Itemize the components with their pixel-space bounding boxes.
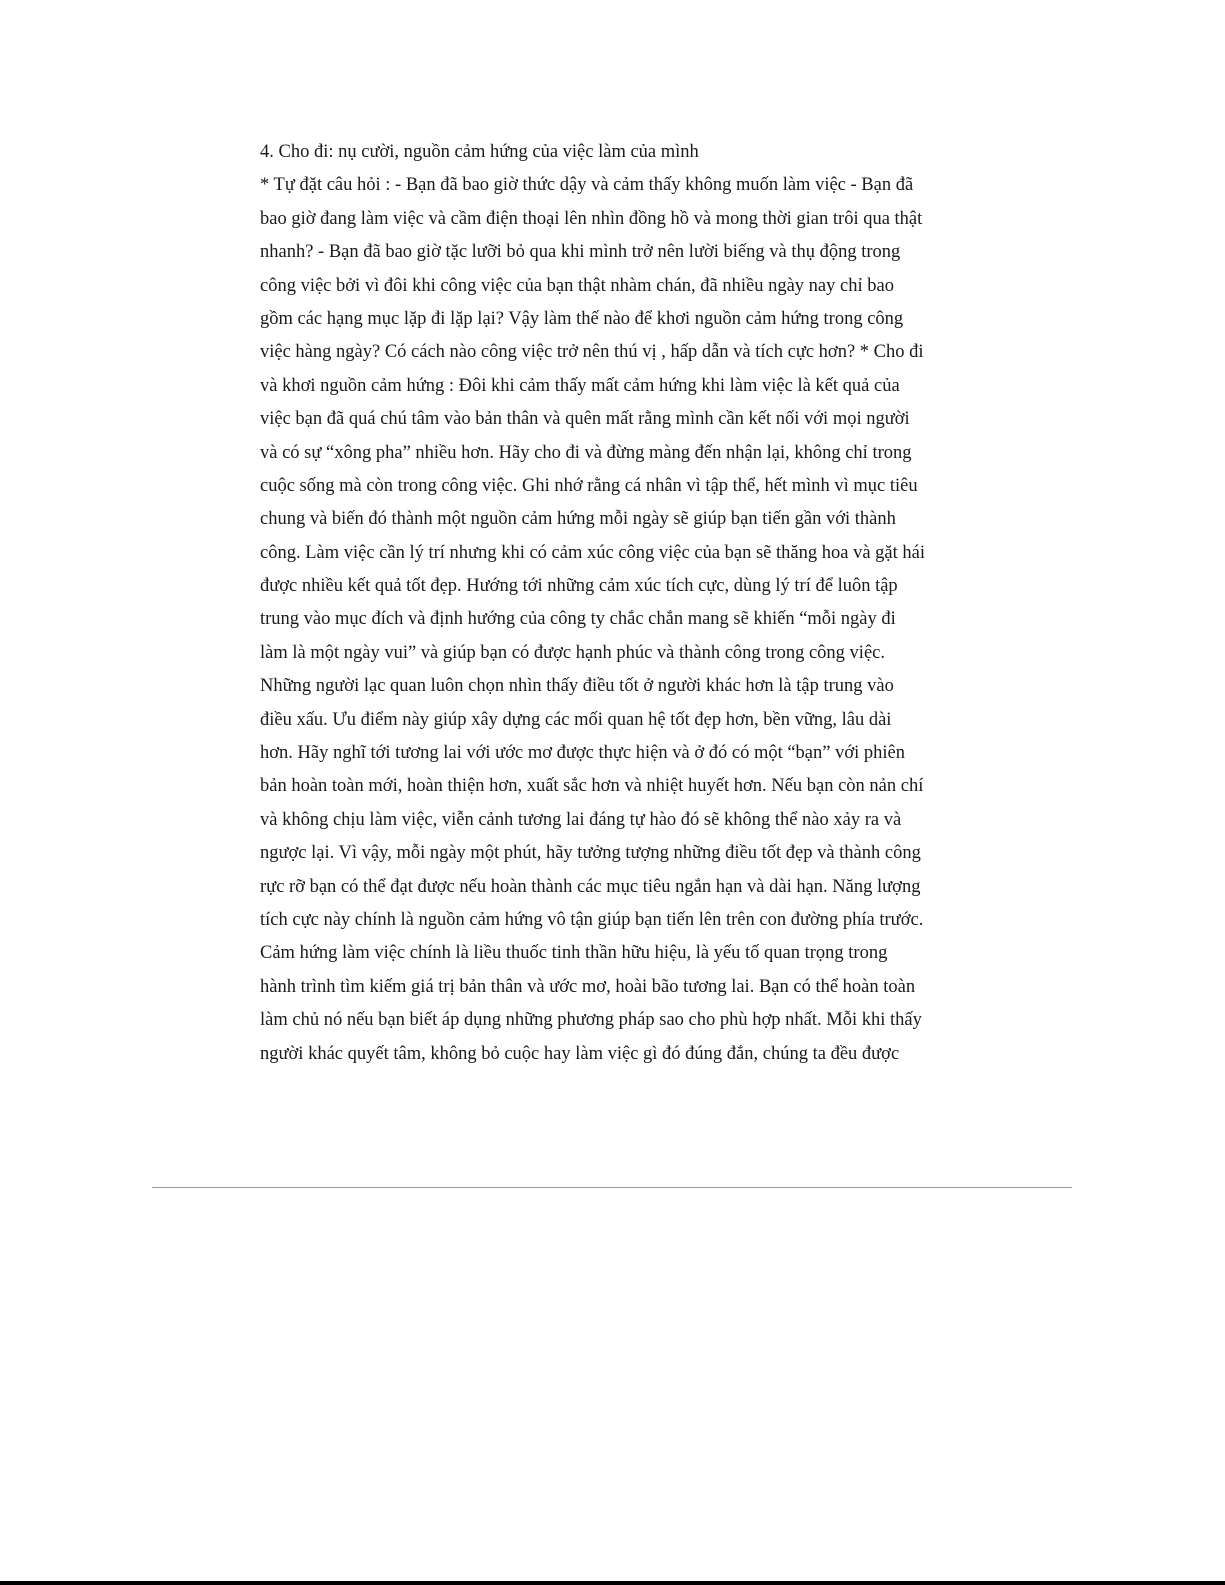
text-line: bản hoàn toàn mới, hoàn thiện hơn, xuất sắc hơn và nhiệt huyết hơn. Nếu bạn còn nản chí: [260, 776, 924, 797]
text-line: người khác quyết tâm, không bỏ cuộc hay làm việc gì đó đúng đắn, chúng ta đều được: [260, 1043, 900, 1064]
text-line: nhanh? - Bạn đã bao giờ tặc lưỡi bỏ qua khi mình trở nên lười biếng và thụ động trong: [260, 242, 901, 263]
text-line: hành trình tìm kiếm giá trị bản thân và ước mơ, hoài bão tương lai. Bạn có thể hoàn toàn: [260, 976, 916, 997]
text-line: rực rỡ bạn có thể đạt được nếu hoàn thành các mục tiêu ngắn hạn và dài hạn. Năng lượng: [260, 876, 921, 897]
text-line: làm là một ngày vui” và giúp bạn có được hạnh phúc và thành công trong công việc.: [260, 642, 885, 663]
text-line: Những người lạc quan luôn chọn nhìn thấy điều tốt ở người khác hơn là tập trung vào: [260, 676, 894, 697]
text-line: tích cực này chính là nguồn cảm hứng vô tận giúp bạn tiến lên trên con đường phía trước.: [260, 909, 924, 930]
text-line: điều xấu. Ưu điểm này giúp xây dựng các mối quan hệ tốt đẹp hơn, bền vững, lâu dài: [260, 709, 892, 730]
bottom-edge-bar: [0, 1581, 1225, 1585]
text-line: việc hàng ngày? Có cách nào công việc trở nên thú vị , hấp dẫn và tích cực hơn? * Cho đi: [260, 342, 924, 363]
text-line: công việc bởi vì đôi khi công việc của bạn thật nhàm chán, đã nhiều ngày nay chỉ bao: [260, 275, 894, 296]
text-line: hơn. Hãy nghĩ tới tương lai với ước mơ được thực hiện và ở đó có một “bạn” với phiên: [260, 743, 906, 764]
section-heading: 4. Cho đi: nụ cười, nguồn cảm hứng của việc làm của mình: [260, 142, 699, 162]
page-break-divider: [152, 1187, 1072, 1188]
text-line: ngược lại. Vì vậy, mỗi ngày một phút, hãy tưởng tượng những điều tốt đẹp và thành công: [260, 843, 921, 864]
text-line: cuộc sống mà còn trong công việc. Ghi nhớ rằng cá nhân vì tập thể, hết mình vì mục tiêu: [260, 475, 918, 496]
text-line: việc bạn đã quá chú tâm vào bản thân và quên mất rằng mình cần kết nối với mọi người: [260, 409, 910, 430]
text-line: công. Làm việc cần lý trí nhưng khi có cảm xúc công việc của bạn sẽ thăng hoa và gặt hái: [260, 542, 925, 563]
body-text: [260, 136, 960, 1071]
text-line: làm chủ nó nếu bạn biết áp dụng những phương pháp sao cho phù hợp nhất. Mỗi khi thấy: [260, 1010, 922, 1031]
text-line: và khơi nguồn cảm hứng : Đôi khi cảm thấy mất cảm hứng khi làm việc là kết quả của: [260, 375, 900, 396]
text-line: được nhiều kết quả tốt đẹp. Hướng tới những cảm xúc tích cực, dùng lý trí để luôn tập: [260, 576, 898, 597]
text-line: Cảm hứng làm việc chính là liều thuốc tinh thần hữu hiệu, là yếu tố quan trọng trong: [260, 943, 888, 964]
text-line: chung và biến đó thành một nguồn cảm hứng mỗi ngày sẽ giúp bạn tiến gần với thành: [260, 509, 896, 530]
text-line: * Tự đặt câu hỏi : - Bạn đã bao giờ thức dậy và cảm thấy không muốn làm việc - Bạn đã: [260, 175, 914, 196]
text-line: trung vào mục đích và định hướng của công ty chắc chắn mang sẽ khiến “mỗi ngày đi: [260, 609, 896, 630]
text-line: gồm các hạng mục lặp đi lặp lại? Vậy làm thế nào để khơi nguồn cảm hứng trong công: [260, 308, 904, 329]
text-line: và không chịu làm việc, viễn cảnh tương lai đáng tự hào đó sẽ không thể nào xảy ra và: [260, 809, 902, 830]
text-line: và có sự “xông pha” nhiều hơn. Hãy cho đi và đừng màng đến nhận lại, không chỉ trong: [260, 442, 912, 463]
text-line: bao giờ đang làm việc và cầm điện thoại lên nhìn đồng hồ và mong thời gian trôi qua thật: [260, 208, 923, 229]
